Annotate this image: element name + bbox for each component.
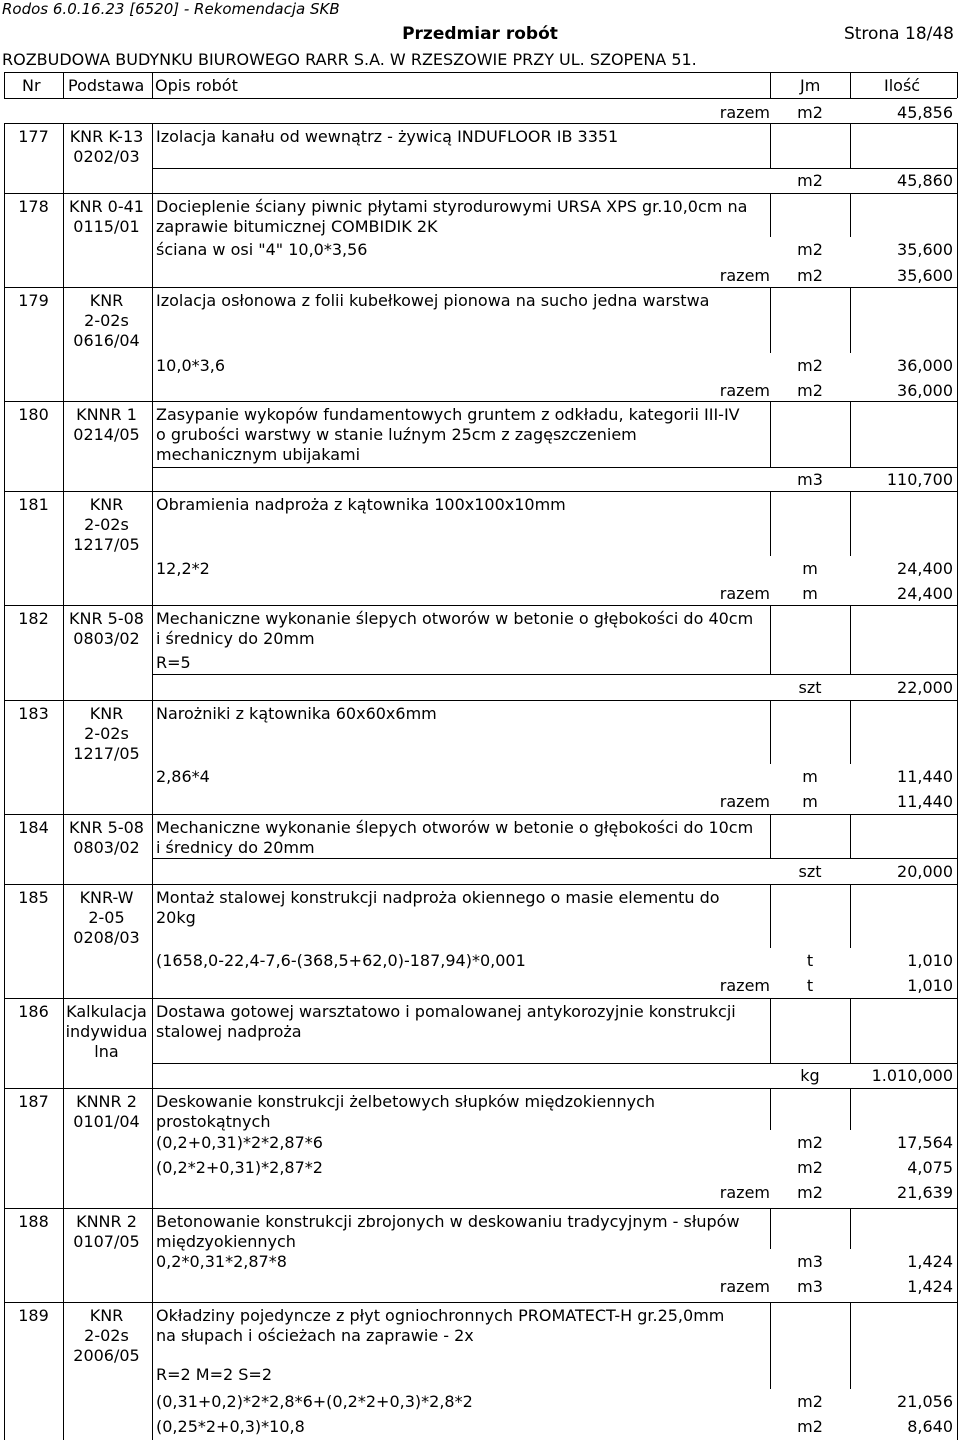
item-181-razem-unit: m: [802, 584, 818, 603]
item-188-base-line: 0107/05: [73, 1232, 140, 1251]
item-column-line: [152, 998, 153, 1088]
item-177-number: 177: [18, 127, 49, 146]
item-181-number: 181: [18, 495, 49, 514]
item-column-line: [850, 700, 851, 764]
column-header-description: Opis robót: [155, 76, 238, 95]
item-178-razem-label: razem: [719, 266, 770, 285]
header-column-line: [4, 72, 5, 98]
item-187-calc-expression: (0,2*2+0,31)*2,87*2: [156, 1158, 323, 1177]
item-179-base-line: KNR: [89, 291, 124, 310]
item-185-calc-quantity: 1,010: [907, 951, 953, 970]
item-179-description-line: Izolacja osłonowa z folii kubełkowej pionowa na sucho jedna warstwa: [156, 291, 710, 310]
item-189-note: R=2 M=2 S=2: [156, 1365, 273, 1384]
item-184-description-line: i średnicy do 20mm: [156, 838, 315, 857]
column-header-quantity: Ilość: [884, 76, 921, 95]
item-188-razem-quantity: 1,424: [907, 1277, 953, 1296]
item-188-calc-expression: 0,2*0,31*2,87*8: [156, 1252, 287, 1271]
item-178-razem-quantity: 35,600: [897, 266, 953, 285]
item-186-base-line: indywidua: [65, 1022, 148, 1041]
item-column-line: [850, 287, 851, 353]
item-179-calc-expression: 10,0*3,6: [156, 356, 226, 375]
item-183-razem-label: razem: [719, 792, 770, 811]
item-187-razem-quantity: 21,639: [897, 1183, 953, 1202]
item-183-calc-quantity: 11,440: [897, 767, 953, 786]
item-182-base-line: KNR 5-08: [69, 609, 144, 628]
item-column-line: [152, 123, 153, 193]
item-184-base-line: 0803/02: [73, 838, 140, 857]
item-top-border: [4, 605, 957, 606]
item-column-line: [850, 998, 851, 1063]
item-column-line: [770, 605, 771, 674]
item-177-total-unit: m2: [797, 171, 823, 190]
item-column-line: [850, 1302, 851, 1389]
item-188-description-line: Betonowanie konstrukcji zbrojonych w deskowaniu tradycyjnym - słupów: [156, 1212, 740, 1231]
item-column-line: [850, 814, 851, 858]
item-178-calc-expression: ściana w osi "4" 10,0*3,56: [156, 240, 368, 259]
item-186-base-line: lna: [94, 1042, 119, 1061]
item-185-razem-quantity: 1,010: [907, 976, 953, 995]
item-183-base-line: 2-02s: [84, 724, 129, 743]
item-180-number: 180: [18, 405, 49, 424]
item-183-base-line: KNR: [89, 704, 124, 723]
item-189-base-line: KNR: [89, 1306, 124, 1325]
item-182-note: R=5: [156, 653, 191, 672]
item-column-line: [152, 605, 153, 700]
item-right-line: [957, 1302, 958, 1440]
header-column-line: [957, 72, 958, 98]
item-185-number: 185: [18, 888, 49, 907]
item-180-description-line: o grubości warstwy w stanie luźnym 25cm z zagęszczeniem: [156, 425, 637, 444]
item-column-line: [850, 1088, 851, 1130]
item-187-razem-label: razem: [719, 1183, 770, 1202]
item-top-border: [4, 287, 957, 288]
item-185-base-line: KNR-W: [79, 888, 134, 907]
item-184-total-quantity: 20,000: [897, 862, 953, 881]
item-187-base-line: KNNR 2: [76, 1092, 137, 1111]
item-178-description-line: zaprawie bitumicznej COMBIDIK 2K: [156, 217, 438, 236]
item-description-bottom: [152, 467, 957, 468]
carried-total-unit: m2: [797, 103, 823, 122]
item-187-calc-quantity: 4,075: [907, 1158, 953, 1177]
item-column-line: [152, 401, 153, 491]
item-186-number: 186: [18, 1002, 49, 1021]
item-column-line: [850, 884, 851, 948]
item-column-line: [152, 491, 153, 605]
item-180-total-quantity: 110,700: [886, 470, 953, 489]
item-right-line: [957, 123, 958, 193]
item-182-number: 182: [18, 609, 49, 628]
item-183-base-line: 1217/05: [73, 744, 140, 763]
item-column-line: [770, 1088, 771, 1130]
item-column-line: [152, 1208, 153, 1302]
item-183-razem-unit: m: [802, 792, 818, 811]
item-183-description-line: Narożniki z kątownika 60x60x6mm: [156, 704, 437, 723]
item-184-total-unit: szt: [798, 862, 822, 881]
item-description-bottom: [152, 1063, 957, 1064]
item-column-line: [770, 814, 771, 858]
item-182-description-line: i średnicy do 20mm: [156, 629, 315, 648]
item-180-description-line: Zasypanie wykopów fundamentowych gruntem z odkładu, kategorii III-IV: [156, 405, 740, 424]
item-189-number: 189: [18, 1306, 49, 1325]
item-186-description-line: stalowej nadproża: [156, 1022, 302, 1041]
header-column-line: [63, 72, 64, 98]
item-189-calc-expression: (0,31+0,2)*2*2,8*6+(0,2*2+0,3)*2,8*2: [156, 1392, 473, 1411]
item-187-calc-unit: m2: [797, 1133, 823, 1152]
item-187-base-line: 0101/04: [73, 1112, 140, 1131]
item-188-razem-unit: m3: [797, 1277, 823, 1296]
item-column-line: [770, 193, 771, 237]
item-column-line: [850, 491, 851, 556]
item-180-base-line: 0214/05: [73, 425, 140, 444]
item-188-number: 188: [18, 1212, 49, 1231]
item-188-razem-label: razem: [719, 1277, 770, 1296]
item-column-line: [152, 193, 153, 287]
header-column-line: [850, 72, 851, 98]
column-header-nr: Nr: [22, 76, 41, 95]
item-178-description-line: Docieplenie ściany piwnic płytami styrodurowymi URSA XPS gr.10,0cm na: [156, 197, 748, 216]
item-right-line: [957, 700, 958, 814]
item-188-description-line: międzyokiennych: [156, 1232, 296, 1251]
item-description-bottom: [152, 858, 957, 859]
item-189-calc-unit: m2: [797, 1417, 823, 1436]
column-header-base: Podstawa: [68, 76, 145, 95]
item-189-calc-quantity: 21,056: [897, 1392, 953, 1411]
item-189-base-line: 2006/05: [73, 1346, 140, 1365]
item-right-line: [957, 605, 958, 700]
item-top-border: [4, 1088, 957, 1089]
item-185-razem-unit: t: [806, 976, 814, 995]
item-183-calc-unit: m: [802, 767, 818, 786]
item-182-description-line: Mechaniczne wykonanie ślepych otworów w betonie o głębokości do 40cm: [156, 609, 754, 628]
item-189-description-line: Okładziny pojedyncze z płyt ogniochronnych PROMATECT-H gr.25,0mm: [156, 1306, 725, 1325]
item-178-razem-unit: m2: [797, 266, 823, 285]
item-column-line: [770, 287, 771, 353]
item-181-razem-quantity: 24,400: [897, 584, 953, 603]
item-column-line: [850, 1208, 851, 1249]
item-top-border: [4, 401, 957, 402]
item-column-line: [850, 123, 851, 168]
item-177-base-line: KNR K-13: [69, 127, 144, 146]
item-column-line: [770, 491, 771, 556]
item-187-number: 187: [18, 1092, 49, 1111]
item-183-razem-quantity: 11,440: [897, 792, 953, 811]
item-column-line: [850, 401, 851, 467]
item-177-description-line: Izolacja kanału od wewnątrz - żywicą INDUFLOOR IB 3351: [156, 127, 619, 146]
item-column-line: [152, 1302, 153, 1440]
item-181-base-line: KNR: [89, 495, 124, 514]
carried-total-quantity: 45,856: [897, 103, 953, 122]
item-186-total-unit: kg: [800, 1066, 820, 1085]
item-179-calc-quantity: 36,000: [897, 356, 953, 375]
item-column-line: [152, 700, 153, 814]
item-184-base-line: KNR 5-08: [69, 818, 144, 837]
item-181-base-line: 2-02s: [84, 515, 129, 534]
item-185-razem-label: razem: [719, 976, 770, 995]
item-top-border: [4, 1302, 957, 1303]
item-185-description-line: Montaż stalowej konstrukcji nadproża okiennego o masie elementu do: [156, 888, 720, 907]
item-181-calc-expression: 12,2*2: [156, 559, 210, 578]
item-185-description-line: 20kg: [156, 908, 196, 927]
item-top-border: [4, 884, 957, 885]
item-180-total-unit: m3: [797, 470, 823, 489]
item-column-line: [770, 1302, 771, 1389]
header-bottom-border: [4, 98, 957, 99]
item-184-number: 184: [18, 818, 49, 837]
item-description-bottom: [152, 168, 957, 169]
item-186-base-line: Kalkulacja: [66, 1002, 147, 1021]
item-178-base-line: 0115/01: [73, 217, 140, 236]
item-description-bottom: [152, 674, 957, 675]
item-right-line: [957, 287, 958, 401]
item-180-description-line: mechanicznym ubijakami: [156, 445, 361, 464]
item-186-total-quantity: 1.010,000: [871, 1066, 953, 1085]
item-189-description-line: na słupach i ościeżach na zaprawie - 2x: [156, 1326, 474, 1345]
header-column-line: [152, 72, 153, 98]
item-185-calc-unit: t: [806, 951, 814, 970]
item-178-number: 178: [18, 197, 49, 216]
item-column-line: [152, 287, 153, 401]
item-182-base-line: 0803/02: [73, 629, 140, 648]
item-183-number: 183: [18, 704, 49, 723]
item-right-line: [957, 1088, 958, 1208]
item-top-border: [4, 123, 957, 124]
column-header-unit: Jm: [800, 76, 821, 95]
item-177-base-line: 0202/03: [73, 147, 140, 166]
item-right-line: [957, 193, 958, 287]
item-188-calc-unit: m3: [797, 1252, 823, 1271]
item-column-line: [770, 998, 771, 1063]
item-181-calc-unit: m: [802, 559, 818, 578]
item-top-border: [4, 814, 957, 815]
item-181-calc-quantity: 24,400: [897, 559, 953, 578]
item-column-line: [770, 700, 771, 764]
item-right-line: [957, 814, 958, 884]
item-right-line: [957, 998, 958, 1088]
item-top-border: [4, 193, 957, 194]
item-187-description-line: Deskowanie konstrukcji żelbetowych słupków międzokiennych: [156, 1092, 656, 1111]
item-right-line: [957, 1208, 958, 1302]
header-column-line: [770, 72, 771, 98]
item-179-base-line: 0616/04: [73, 331, 140, 350]
item-189-calc-expression: (0,25*2+0,3)*10,8: [156, 1417, 305, 1436]
item-187-calc-quantity: 17,564: [897, 1133, 953, 1152]
item-188-calc-quantity: 1,424: [907, 1252, 953, 1271]
item-right-line: [957, 884, 958, 998]
item-180-base-line: KNNR 1: [76, 405, 137, 424]
item-column-line: [152, 1088, 153, 1208]
item-187-calc-unit: m2: [797, 1158, 823, 1177]
item-178-base-line: KNR 0-41: [69, 197, 144, 216]
item-179-razem-quantity: 36,000: [897, 381, 953, 400]
item-181-description-line: Obramienia nadproża z kątownika 100x100x10mm: [156, 495, 566, 514]
item-right-line: [957, 401, 958, 491]
item-178-calc-unit: m2: [797, 240, 823, 259]
item-181-razem-label: razem: [719, 584, 770, 603]
document-title: Przedmiar robót: [402, 24, 558, 44]
item-column-line: [850, 605, 851, 674]
item-column-line: [770, 401, 771, 467]
item-185-base-line: 0208/03: [73, 928, 140, 947]
item-column-line: [770, 1208, 771, 1249]
item-187-razem-unit: m2: [797, 1183, 823, 1202]
item-189-calc-quantity: 8,640: [907, 1417, 953, 1436]
item-179-base-line: 2-02s: [84, 311, 129, 330]
item-top-border: [4, 700, 957, 701]
item-185-calc-expression: (1658,0-22,4-7,6-(368,5+62,0)-187,94)*0,001: [156, 951, 526, 970]
item-179-number: 179: [18, 291, 49, 310]
item-179-calc-unit: m2: [797, 356, 823, 375]
item-179-razem-label: razem: [719, 381, 770, 400]
item-179-razem-unit: m2: [797, 381, 823, 400]
item-top-border: [4, 998, 957, 999]
item-187-calc-expression: (0,2+0,31)*2*2,87*6: [156, 1133, 323, 1152]
project-title: ROZBUDOWA BUDYNKU BIUROWEGO RARR S.A. W RZESZOWIE PRZY UL. SZOPENA 51.: [2, 50, 697, 69]
item-right-line: [957, 491, 958, 605]
item-top-border: [4, 491, 957, 492]
item-185-base-line: 2-05: [88, 908, 125, 927]
item-189-calc-unit: m2: [797, 1392, 823, 1411]
item-178-calc-quantity: 35,600: [897, 240, 953, 259]
page-number: Strona 18/48: [843, 24, 954, 44]
app-version-label: Rodos 6.0.16.23 [6520] - Rekomendacja SKB: [2, 0, 340, 18]
item-top-border: [4, 1208, 957, 1209]
item-177-total-quantity: 45,860: [897, 171, 953, 190]
item-184-description-line: Mechaniczne wykonanie ślepych otworów w betonie o głębokości do 10cm: [156, 818, 754, 837]
item-183-calc-expression: 2,86*4: [156, 767, 210, 786]
item-182-total-quantity: 22,000: [897, 678, 953, 697]
item-column-line: [770, 123, 771, 168]
item-187-description-line: prostokątnych: [156, 1112, 271, 1131]
table-top-border: [4, 72, 957, 73]
item-column-line: [152, 884, 153, 998]
item-186-description-line: Dostawa gotowej warsztatowo i pomalowanej antykorozyjnie konstrukcji: [156, 1002, 736, 1021]
item-182-total-unit: szt: [798, 678, 822, 697]
item-column-line: [850, 193, 851, 237]
item-189-base-line: 2-02s: [84, 1326, 129, 1345]
item-column-line: [152, 814, 153, 884]
item-181-base-line: 1217/05: [73, 535, 140, 554]
item-column-line: [770, 884, 771, 948]
carried-razem-label: razem: [719, 103, 770, 122]
item-188-base-line: KNNR 2: [76, 1212, 137, 1231]
